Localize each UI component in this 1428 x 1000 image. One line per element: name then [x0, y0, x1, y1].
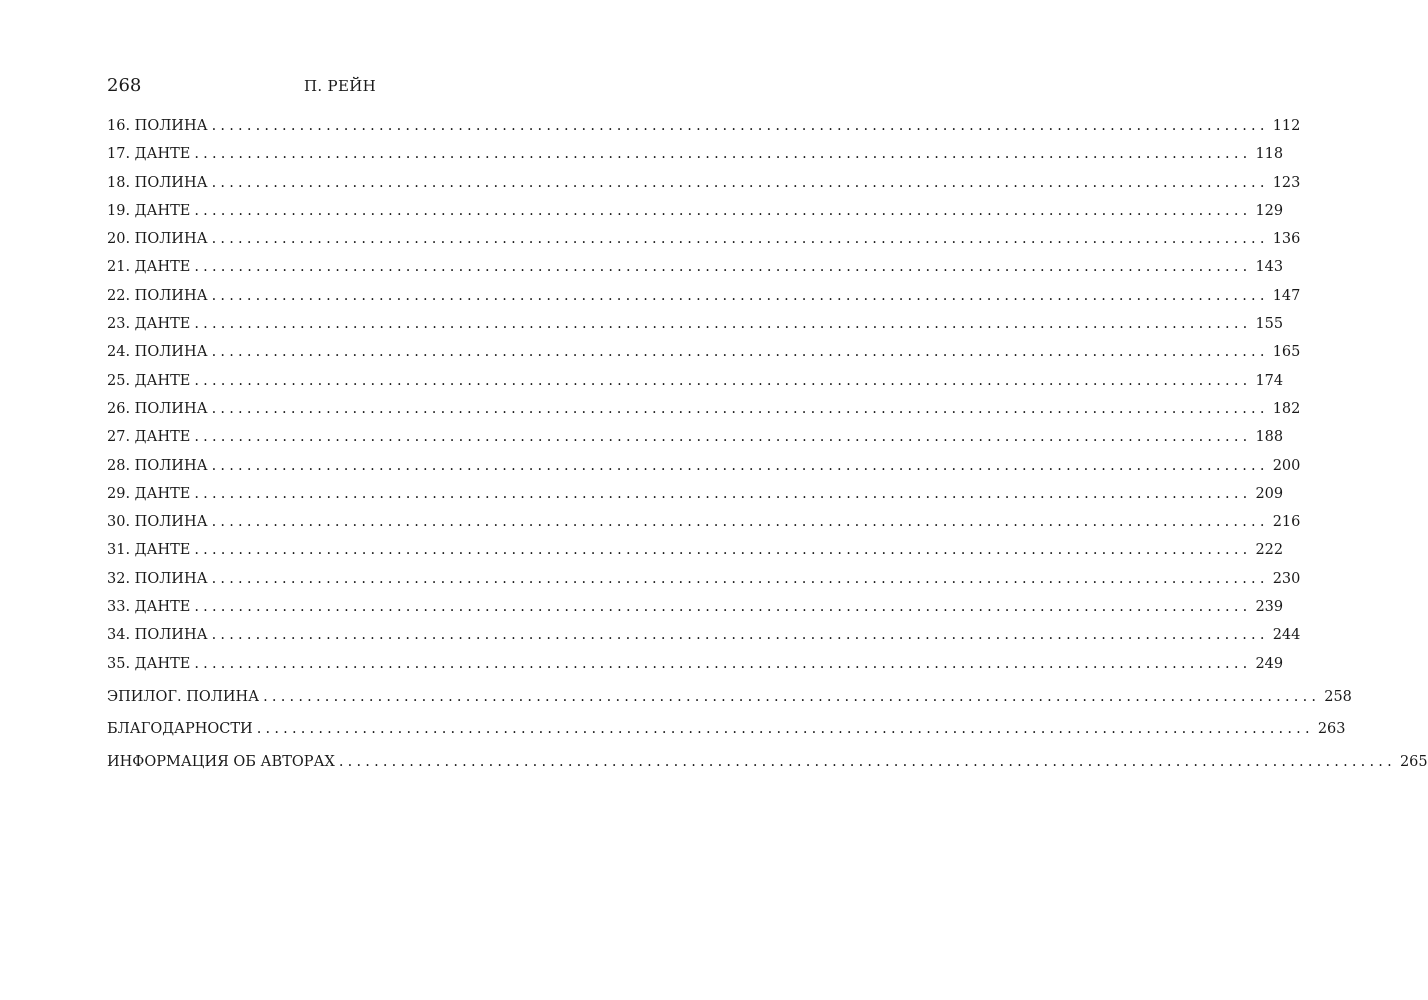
toc-entry [107, 231, 1301, 259]
toc-entry-page: 216 [1272, 514, 1301, 531]
toc-entry-page: 182 [1272, 400, 1301, 417]
toc-entry [107, 259, 1284, 287]
toc-entry-page: 265 [1399, 753, 1428, 770]
toc-entry [107, 174, 1301, 203]
leader-dots: ........................................................................................................................ [338, 753, 1396, 770]
toc-entry-page: 200 [1272, 457, 1301, 474]
leader-dots: ........................................................................................................................ [194, 542, 1252, 559]
toc-entry [107, 316, 1284, 344]
toc-entry-page: 244 [1272, 627, 1301, 644]
leader-dots: ........................................................................................................................ [194, 146, 1252, 163]
running-title: П. РЕЙН [304, 77, 376, 95]
toc-entry-title: 33. ДАНТЕ [107, 599, 191, 616]
toc-entry [107, 627, 1301, 655]
toc-entry [107, 542, 1284, 570]
toc-entry-page: 123 [1272, 174, 1301, 191]
leader-dots: ........................................................................................................................ [211, 174, 1269, 191]
toc-entry-page: 263 [1317, 721, 1346, 738]
leader-dots: ........................................................................................................................ [211, 231, 1269, 248]
toc-entry-title: 21. ДАНТЕ [107, 259, 191, 276]
toc-entry-title: 28. ПОЛИНА [107, 457, 208, 474]
leader-dots: ........................................................................................................................ [194, 429, 1252, 446]
toc-entry-title: 27. ДАНТЕ [107, 429, 191, 446]
toc-entry-page: 155 [1255, 316, 1284, 333]
toc-entry-page: 249 [1255, 655, 1284, 672]
toc-entry-page: 188 [1255, 429, 1284, 446]
toc-entry [107, 485, 1284, 514]
toc-entry-page: 118 [1255, 146, 1284, 163]
toc-entry-title: 35. ДАНТЕ [107, 655, 191, 672]
leader-dots: ........................................................................................................................ [211, 514, 1269, 531]
toc-entry-page: 136 [1272, 231, 1301, 248]
leader-dots: ........................................................................................................................ [194, 259, 1252, 276]
leader-dots: ........................................................................................................................ [211, 287, 1269, 304]
toc-entry-title: 18. ПОЛИНА [107, 174, 208, 191]
toc-entry-page: 239 [1255, 599, 1284, 616]
toc-entry-page: 112 [1272, 118, 1301, 134]
leader-dots: ........................................................................................................................ [211, 457, 1269, 474]
toc-entry-title: 23. ДАНТЕ [107, 316, 191, 333]
leader-dots: ........................................................................................................................ [194, 599, 1252, 616]
toc-entry [107, 753, 1428, 787]
leader-dots: ........................................................................................................................ [211, 118, 1269, 134]
toc-entry [107, 721, 1346, 754]
toc-entry [107, 570, 1301, 599]
toc-entry [107, 146, 1284, 174]
toc-entry [107, 599, 1284, 627]
leader-dots: ........................................................................................................................ [256, 721, 1314, 738]
toc-entry-title: 24. ПОЛИНА [107, 344, 208, 361]
toc-entry [107, 344, 1301, 372]
toc-entry-title: 31. ДАНТЕ [107, 542, 191, 559]
page-number: 268 [107, 75, 142, 96]
toc-entry [107, 202, 1284, 231]
toc-entry-page: 143 [1255, 259, 1284, 276]
toc-entry-page: 258 [1324, 688, 1352, 705]
leader-dots: ........................................................................................................................ [211, 344, 1269, 361]
leader-dots: ........................................................................................................................ [194, 372, 1252, 389]
leader-dots: ........................................................................................................................ [194, 202, 1252, 219]
leader-dots: ........................................................................................................................ [211, 570, 1269, 587]
toc-entry [107, 514, 1301, 542]
toc-entry-title: ЭПИЛОГ. ПОЛИНА [107, 688, 260, 705]
toc-entry-title: БЛАГОДАРНОСТИ [107, 721, 253, 738]
toc-entry-page: 209 [1255, 485, 1284, 502]
toc-entry-title: 16. ПОЛИНА [107, 118, 208, 134]
toc-entry-title: 17. ДАНТЕ [107, 146, 191, 163]
toc-entry-title: ИНФОРМАЦИЯ ОБ АВТОРАХ [107, 753, 335, 770]
leader-dots: ........................................................................................................................ [194, 485, 1252, 502]
leader-dots: ........................................................................................................................ [211, 400, 1269, 417]
toc-entry-title: 26. ПОЛИНА [107, 400, 208, 417]
toc-entry-title: 25. ДАНТЕ [107, 372, 191, 389]
toc-entry-page: 230 [1272, 570, 1301, 587]
toc-entry [107, 400, 1301, 429]
toc-entry-title: 30. ПОЛИНА [107, 514, 208, 531]
toc-entry-title: 32. ПОЛИНА [107, 570, 208, 587]
toc-entry [107, 372, 1284, 401]
toc-entry [107, 118, 1301, 146]
toc-entry-page: 129 [1255, 202, 1284, 219]
leader-dots: ........................................................................................................................ [211, 627, 1269, 644]
leader-dots: ........................................................................................................................ [194, 655, 1252, 672]
toc-entry-title: 29. ДАНТЕ [107, 485, 191, 502]
toc-entry-title: 22. ПОЛИНА [107, 287, 208, 304]
leader-dots: ........................................................................................................................ [263, 688, 1321, 705]
toc-entry-title: 34. ПОЛИНА [107, 627, 208, 644]
toc-entry [107, 457, 1301, 486]
toc-entry-page: 165 [1272, 344, 1301, 361]
toc-entry-page: 222 [1255, 542, 1284, 559]
leader-dots: ........................................................................................................................ [194, 316, 1252, 333]
toc-entry [107, 287, 1301, 316]
toc-entry-title: 20. ПОЛИНА [107, 231, 208, 248]
table-of-contents [107, 118, 1428, 786]
toc-entry-title: 19. ДАНТЕ [107, 202, 191, 219]
toc-entry [107, 429, 1284, 457]
toc-entry [107, 655, 1284, 684]
toc-entry [107, 688, 1352, 722]
toc-entry-page: 147 [1272, 287, 1301, 304]
toc-entry-page: 174 [1255, 372, 1284, 389]
